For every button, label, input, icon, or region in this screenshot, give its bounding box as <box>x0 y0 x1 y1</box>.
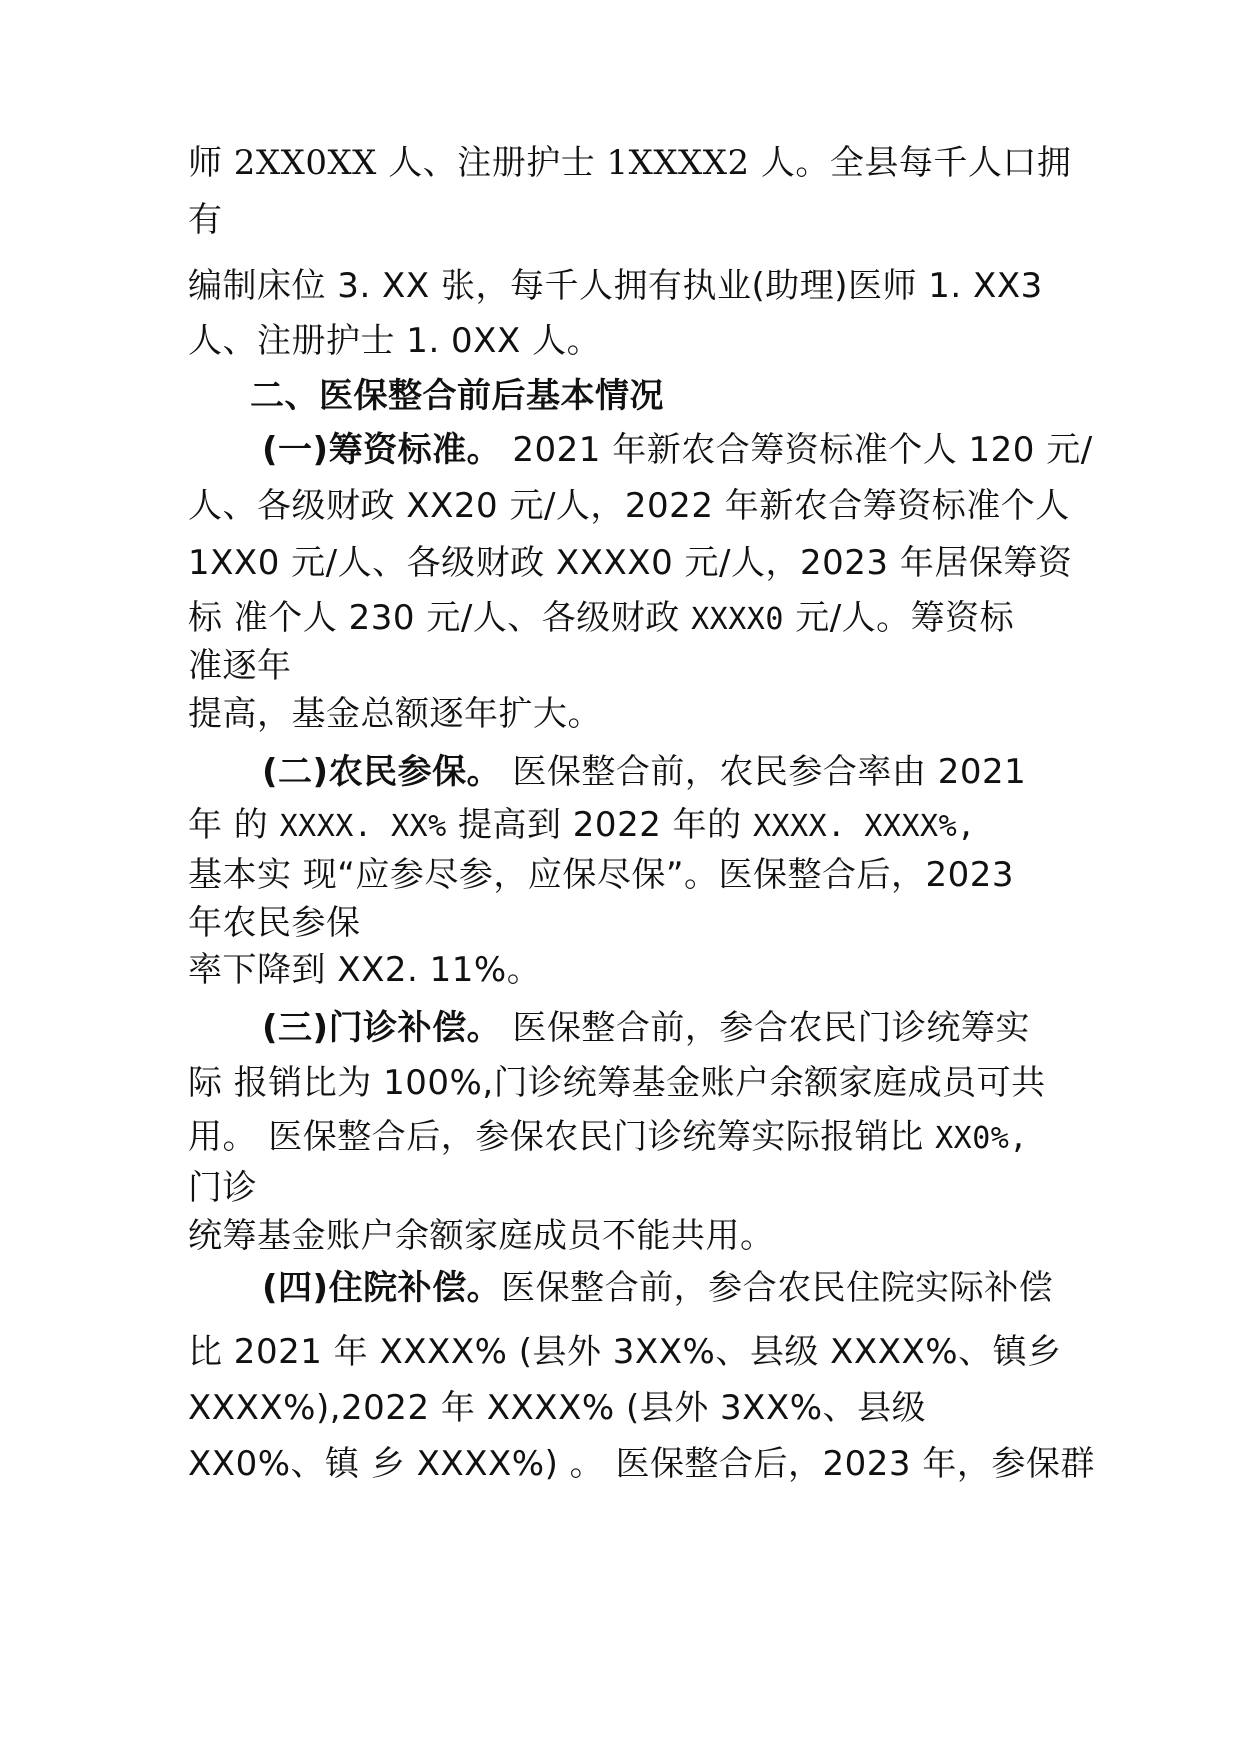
body-line-p2-2-d: XXXX. XXXX%, <box>752 809 976 844</box>
paragraph-3-text: 医保整合前，参合农民门诊统筹实 <box>501 1008 1030 1048</box>
body-line-p4-3: XXXX%),2022 年 XXXX% (县外 3XX%、县级 <box>188 1388 927 1428</box>
body-line-p4-4: XX0%、镇 乡 XXXX%) 。 医保整合后，2023 年，参保群 <box>188 1444 1095 1484</box>
section-heading: 二、医保整合前后基本情况 <box>250 376 664 416</box>
body-line-2: 有 <box>188 200 223 240</box>
subheading-outpatient-compensation: (三)门诊补偿。 <box>262 1008 502 1048</box>
body-line-p1-4 <box>188 598 1014 640</box>
body-line-p1-4-b: XXXX0 <box>691 602 784 637</box>
body-line-p2-2-c: 提高到 2022 年的 <box>446 805 753 845</box>
body-line-p1-4-c: 元/人。筹资标 <box>783 598 1015 638</box>
paragraph-4-first-line <box>262 1268 1053 1308</box>
subheading-farmer-enrollment: (二)农民参保。 <box>262 752 502 792</box>
body-line-p3-3-a: 用。 医保整合后，参保农民门诊统筹实际报销比 <box>188 1117 936 1157</box>
body-line-p4-2: 比 2021 年 XXXX% (县外 3XX%、县级 XXXX%、镇乡 <box>188 1332 1062 1372</box>
body-line-1: 师 2XX0XX 人、注册护士 1XXXX2 人。全县每千人口拥 <box>188 143 1072 183</box>
body-line-p3-3 <box>188 1117 1028 1159</box>
body-line-p2-4: 年农民参保 <box>188 903 361 943</box>
body-line-p2-2-a: 年 的 <box>188 805 280 845</box>
body-line-4: 人、注册护士 1. 0XX 人。 <box>188 321 602 361</box>
body-line-3: 编制床位 3. XX 张，每千人拥有执业(助理)医师 1. XX3 <box>188 266 1043 306</box>
paragraph-1-text: 2021 年新农合筹资标准个人 120 元/ <box>501 430 1093 470</box>
subheading-funding-standard: (一)筹资标准。 <box>262 430 502 470</box>
body-line-p2-3: 基本实 现“应参尽参，应保尽保”。医保整合后，2023 <box>188 855 1015 895</box>
body-line-p2-2-b: XXXX. XX% <box>279 809 447 844</box>
body-line-p1-5: 准逐年 <box>188 646 292 686</box>
body-line-p1-6: 提高，基金总额逐年扩大。 <box>188 694 602 734</box>
paragraph-2-first-line <box>262 752 1026 792</box>
body-line-p1-4-a: 标 准个人 230 元/人、各级财政 <box>188 598 692 638</box>
body-line-p3-4: 门诊 <box>188 1168 257 1208</box>
paragraph-2-text: 医保整合前，农民参合率由 2021 <box>501 752 1027 792</box>
paragraph-1-first-line <box>262 430 1093 470</box>
paragraph-4-text: 医保整合前，参合农民住院实际补偿 <box>501 1268 1054 1308</box>
body-line-p3-5: 统筹基金账户余额家庭成员不能共用。 <box>188 1216 775 1256</box>
body-line-p3-3-b: XX0%, <box>935 1121 1028 1156</box>
subheading-inpatient-compensation: (四)住院补偿。 <box>262 1268 502 1308</box>
body-line-p2-2 <box>188 805 976 847</box>
body-line-p1-3: 1XX0 元/人、各级财政 XXXX0 元/人，2023 年居保筹资 <box>188 543 1073 583</box>
body-line-p2-5: 率下降到 XX2. 11%。 <box>188 950 542 990</box>
paragraph-3-first-line <box>262 1008 1030 1048</box>
body-line-p1-2: 人、各级财政 XX20 元/人，2022 年新农合筹资标准个人 <box>188 486 1070 526</box>
body-line-p3-2: 际 报销比为 100%,门诊统筹基金账户余额家庭成员可共 <box>188 1063 1046 1103</box>
